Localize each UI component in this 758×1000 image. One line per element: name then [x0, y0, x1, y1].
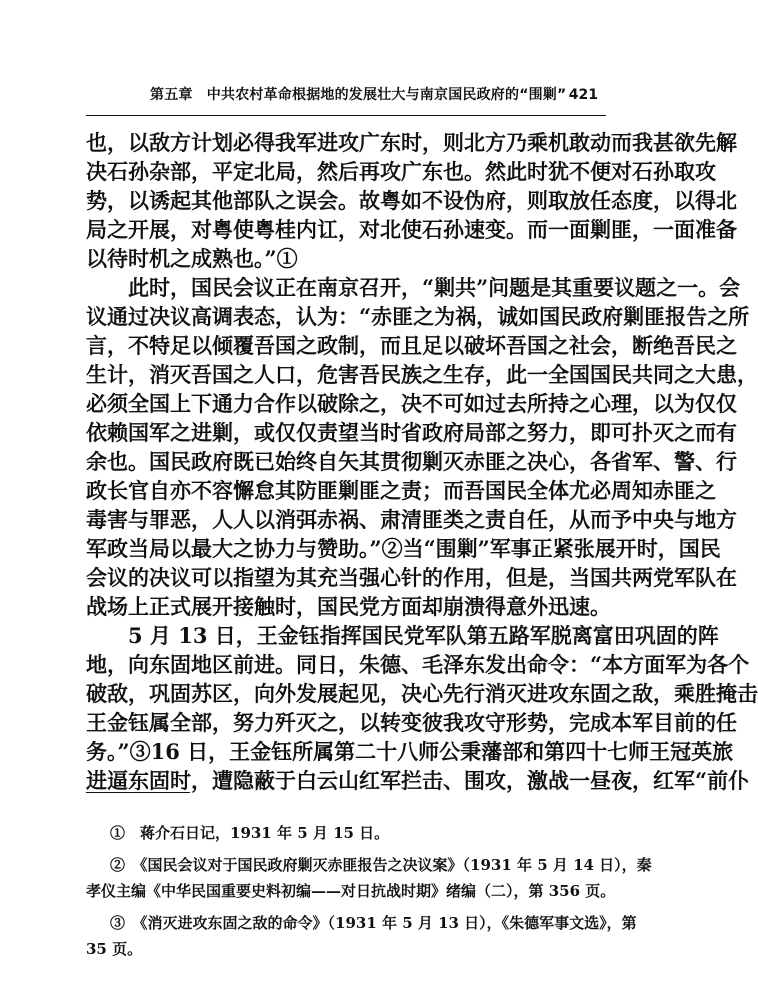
body-line: 王金钰属全部，努力歼灭之，以转变彼我攻守形势，完成本军目前的任 — [86, 710, 737, 735]
body-line: 余也。国民政府既已始终自矢其贯彻剿灭赤匪之决心，各省军、警、行 — [86, 449, 737, 474]
footnote-line: ② 《国民会议对于国民政府剿灭赤匪报告之决议案》（1931 年 5 月 14 日），秦 — [110, 856, 652, 874]
body-line: 5 月 13 日，王金钰指挥国民党军队第五路军脱离富田巩固的阵 — [128, 623, 719, 648]
footnote-line: ③ 《消灭进攻东固之敌的命令》（1931 年 5 月 13 日），《朱德军事文选》，第 — [110, 914, 637, 932]
footnote-line: ① 蒋介石日记，1931 年 5 月 15 日。 — [110, 824, 390, 842]
chapter-title: 第五章 中共农村革命根据地的发展壮大与南京国民政府的“围剿” — [150, 87, 567, 103]
body-line: 以待时机之成熟也。”① — [86, 246, 298, 271]
body-line: 地，向东固地区前进。同日，朱德、毛泽东发出命令：“本方面军为各个 — [86, 652, 750, 677]
page-number: 421 — [568, 87, 598, 103]
footnote-line: 35 页。 — [86, 940, 143, 958]
body-line: 破敌，巩固苏区，向外发展起见，决心先行消灭进攻东固之敌，乘胜掩击 — [86, 681, 758, 706]
footnote-line: 孝仪主编《中华民国重要史料初编——对日抗战时期》绪编（二），第 356 页。 — [86, 882, 616, 900]
body-line: 生计，消灭吾国之人口，危害吾民族之生存，此一全国国民共同之大患， — [86, 362, 758, 387]
body-line: 进逼东固时，遭隐蔽于白云山红军拦击、围攻，激战一昼夜，红军“前仆 — [86, 768, 750, 793]
body-line: 政长官自亦不容懈怠其防匪剿匪之责；而吾国民全体尤必周知赤匪之 — [86, 478, 716, 503]
body-line: 也，以敌方计划必得我军进攻广东时，则北方乃乘机敢动而我甚欲先解 — [86, 130, 737, 155]
body-line: 军政当局以最大之协力与赞助。”②当“围剿”军事正紧张展开时，国民 — [86, 536, 721, 561]
body-line: 此时，国民会议正在南京召开，“剿共”问题是其重要议题之一。会 — [128, 275, 741, 300]
body-line: 会议的决议可以指望为其充当强心针的作用，但是，当国共两党军队在 — [86, 565, 737, 590]
body-line: 战场上正式展开接触时，国民党方面却崩溃得意外迅速。 — [86, 594, 611, 619]
body-line: 局之开展，对粤使粤桂内讧，对北使石孙速变。而一面剿匪，一面准备 — [86, 217, 737, 242]
body-line: 毒害与罪恶，人人以消弭赤祸、肃清匪类之责自任，从而予中央与地方 — [86, 507, 737, 532]
header-rule — [86, 115, 606, 116]
body-line: 议通过决议高调表态，认为：“赤匪之为祸，诚如国民政府剿匪报告之所 — [86, 304, 750, 329]
footnote-rule — [86, 792, 190, 793]
running-header — [86, 84, 606, 106]
body-line: 务。”③16 日，王金钰所属第二十八师公秉藩部和第四十七师王冠英旅 — [86, 739, 734, 764]
body-line: 依赖国军之进剿，或仅仅责望当时省政府局部之努力，即可扑灭之而有 — [86, 420, 737, 445]
body-line: 必须全国上下通力合作以破除之，决不可如过去所持之心理，以为仅仅 — [86, 391, 737, 416]
body-line: 势，以诱起其他部队之误会。故粤如不设伪府，则取放任态度，以得北 — [86, 188, 737, 213]
body-line: 决石孙杂部，平定北局，然后再攻广东也。然此时犹不便对石孙取攻 — [86, 159, 716, 184]
body-line: 言，不特足以倾覆吾国之政制，而且足以破坏吾国之社会，断绝吾民之 — [86, 333, 737, 358]
